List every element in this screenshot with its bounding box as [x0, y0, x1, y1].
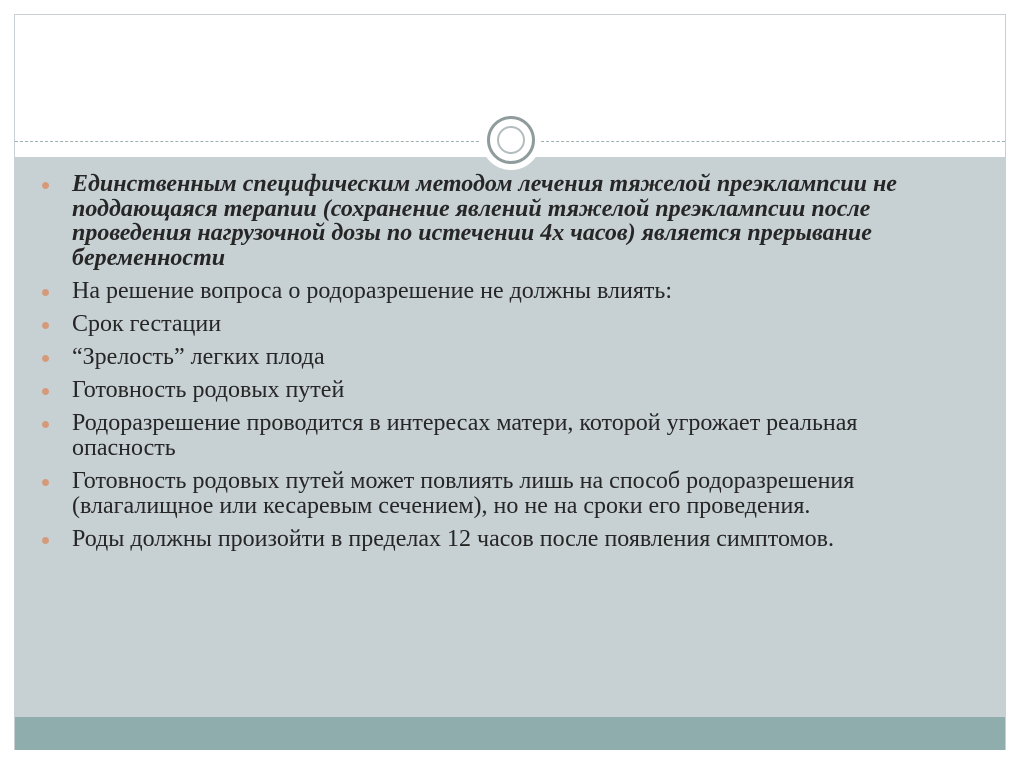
list-item-text: Родоразрешение проводится в интересах матери, которой угрожает реальная опасность: [72, 410, 858, 461]
list-item-text: Готовность родовых путей может повлиять лишь на способ родоразрешения (влагалищное или кесаревым сечением), но не на сроки его проведения.: [72, 468, 855, 519]
list-item-text: Роды должны произойти в пределах 12 часов после появления симптомов.: [72, 526, 835, 552]
ornament-outer-ring: [487, 116, 535, 164]
list-item-text: На решение вопроса о родоразрешение не должны влиять:: [72, 278, 672, 304]
bullet-dot-icon: [42, 421, 49, 428]
list-item: [42, 312, 962, 337]
list-item: [42, 527, 962, 552]
list-item: [42, 279, 962, 304]
list-item: [42, 469, 962, 519]
bullet-list: [42, 172, 962, 560]
list-item-text: Срок гестации: [72, 311, 222, 337]
list-item: [42, 172, 962, 270]
list-item: [42, 345, 962, 370]
double-circle-ornament-icon: [481, 110, 541, 170]
bullet-dot-icon: [42, 182, 49, 189]
bullet-dot-icon: [42, 322, 49, 329]
bullet-dot-icon: [42, 388, 49, 395]
bullet-dot-icon: [42, 355, 49, 362]
bullet-dot-icon: [42, 479, 49, 486]
list-item-text: Готовность родовых путей: [72, 377, 345, 403]
bullet-dot-icon: [42, 537, 49, 544]
list-item-text: “Зрелость” легких плода: [72, 344, 325, 370]
list-item-text: Единственным специфическим методом лечения тяжелой преэклампсии не поддающаяся терапии (сохранение явлений тяжелой преэклампсии после проведения нагрузочной дозы по истечении 4х часов) является прерывание беременности: [72, 171, 897, 271]
ornament-inner-ring: [497, 126, 525, 154]
list-item: [42, 378, 962, 403]
bullet-dot-icon: [42, 289, 49, 296]
footer-bar: [15, 717, 1005, 750]
list-item: [42, 411, 962, 461]
